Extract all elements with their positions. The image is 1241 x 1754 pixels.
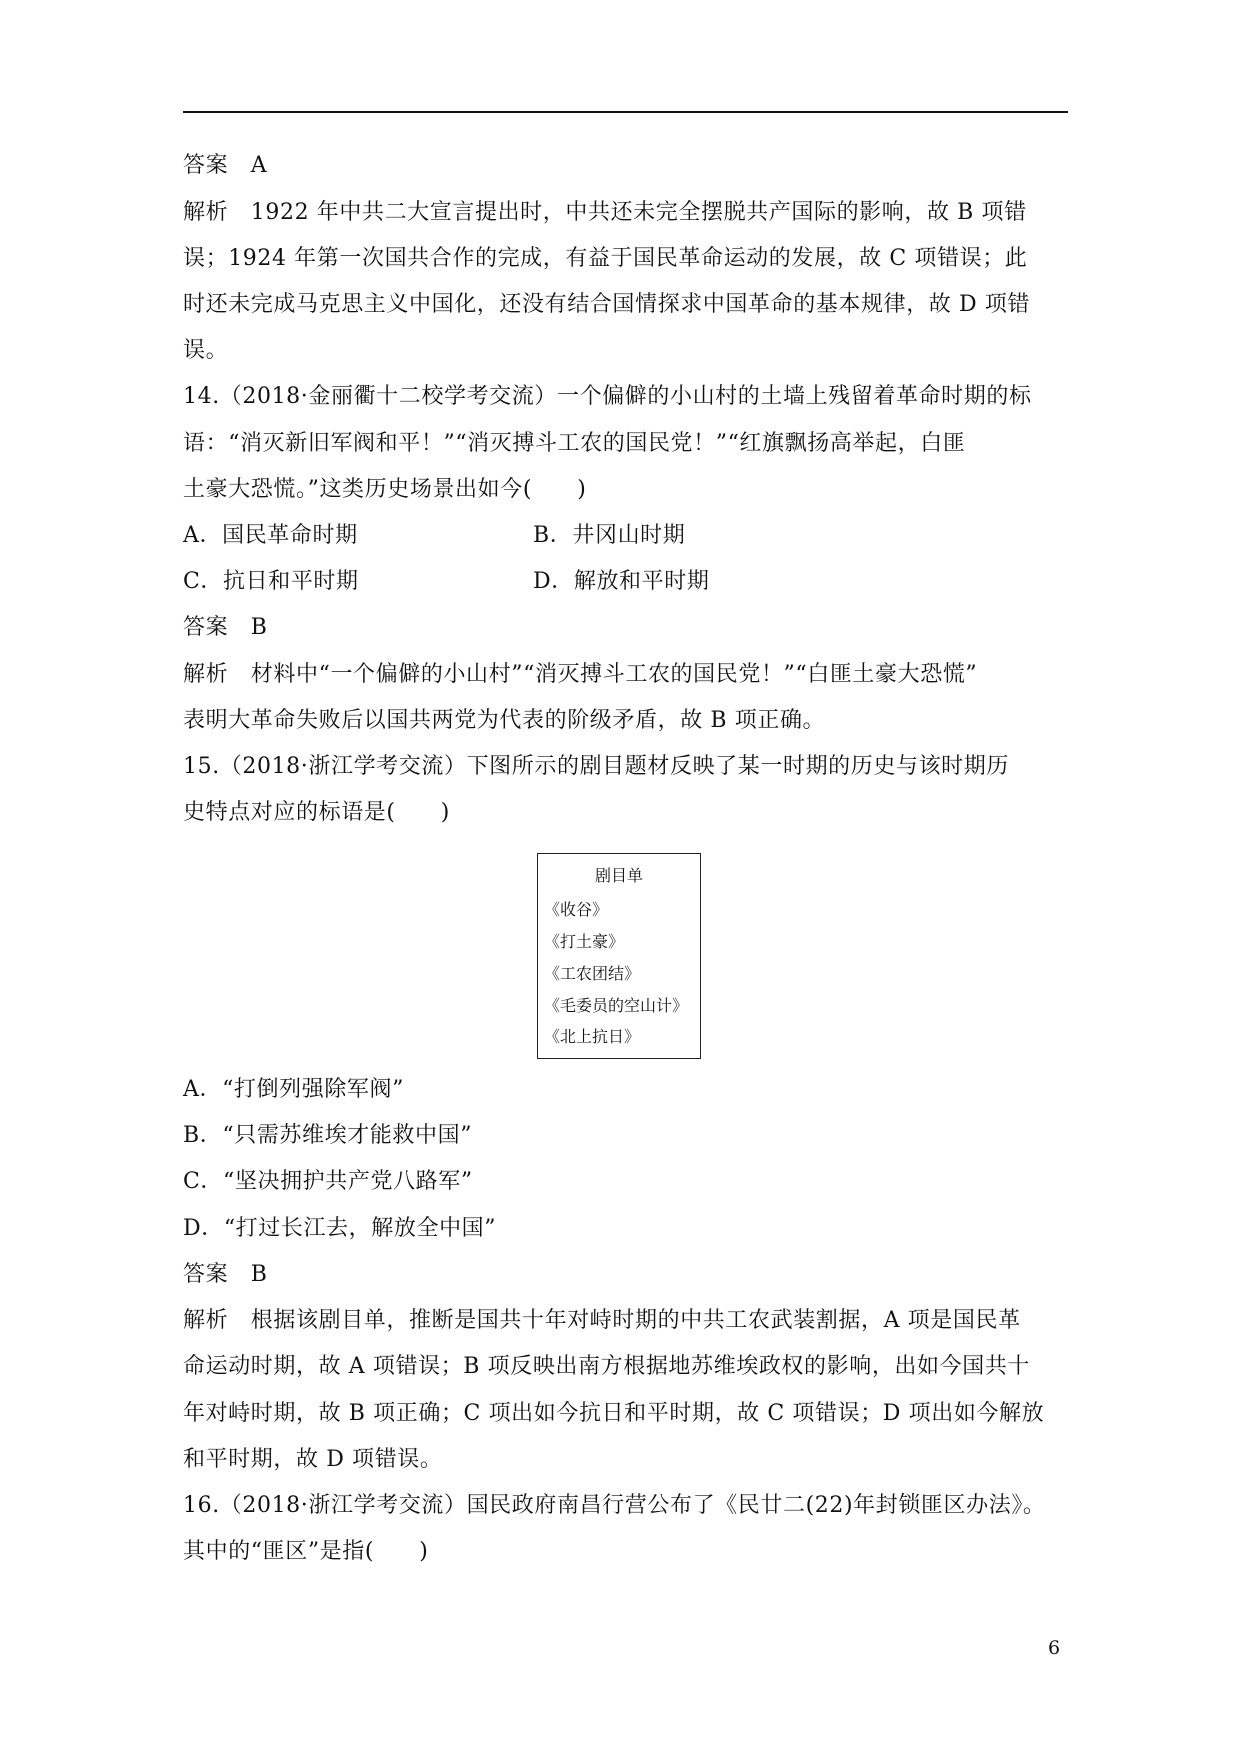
playbill-item: 《打土豪》 <box>544 932 625 951</box>
q14-option-d: D．解放和平时期 <box>533 569 710 594</box>
q15-explanation-line-1: 解析 根据该剧目单，推断是国共十年对峙时期的中共工农武装割据，A 项是国民革 <box>183 1308 1021 1333</box>
q14-stem-line-1: 14.（2018·金丽衢十二校学考交流）一个偏僻的小山村的土墙上残留着革命时期的标 <box>183 384 1032 409</box>
q15-option-b: B．“只需苏维埃才能救中国” <box>183 1123 473 1148</box>
q15-answer: 答案 B <box>183 1262 268 1287</box>
q16-stem-line-1: 16.（2018·浙江学考交流）国民政府南昌行营公布了《民廿二(22)年封锁匪区办法》。 <box>183 1493 1046 1518</box>
playbill-item: 《工农团结》 <box>544 964 641 983</box>
q13-explanation-line-2: 误；1924 年第一次国共合作的完成，有益于国民革命运动的发展，故 C 项错误；此 <box>183 246 1028 271</box>
q15-option-d: D．“打过长江去，解放全中国” <box>183 1216 497 1241</box>
q15-explanation-line-4: 和平时期，故 D 项错误。 <box>183 1447 443 1472</box>
q13-explanation-line-1: 解析 1922 年中共二大宣言提出时，中共还未完全摆脱共产国际的影响，故 B 项错 <box>183 200 1027 225</box>
playbill-box <box>537 853 701 1059</box>
q14-option-c: C．抗日和平时期 <box>183 569 359 594</box>
q15-explanation-line-2: 命运动时期，故 A 项错误；B 项反映出南方根据地苏维埃政权的影响，出如今国共十 <box>183 1354 1031 1379</box>
q15-explanation-line-3: 年对峙时期，故 B 项正确；C 项出如今抗日和平时期，故 C 项错误；D 项出如今解放 <box>183 1401 1045 1426</box>
q15-option-a: A．“打倒列强除军阀” <box>183 1077 404 1102</box>
q14-option-b: B．井冈山时期 <box>533 523 686 548</box>
playbill-title: 剧目单 <box>594 866 643 885</box>
q15-option-c: C．“坚决拥护共产党八路军” <box>183 1169 473 1194</box>
playbill-item: 《北上抗日》 <box>544 1027 641 1046</box>
q14-answer: 答案 B <box>183 615 268 640</box>
q13-answer: 答案 A <box>183 153 268 178</box>
q13-explanation-line-3: 时还未完成马克思主义中国化，还没有结合国情探求中国革命的基本规律，故 D 项错 <box>183 292 1031 317</box>
playbill-item: 《收谷》 <box>544 900 609 919</box>
q13-explanation-line-4: 误。 <box>183 338 229 363</box>
q14-stem-line-2: 语：“消灭新旧军阀和平！”“消灭搏斗工农的国民党！”“红旗飘扬高举起，白匪 <box>183 431 966 456</box>
q16-stem-line-2: 其中的“匪区”是指( ) <box>183 1539 429 1564</box>
header-rule <box>183 111 1068 113</box>
q14-explanation-line-1: 解析 材料中“一个偏僻的小山村”“消灭搏斗工农的国民党！”“白匪土豪大恐慌” <box>183 662 978 687</box>
q15-stem-line-2: 史特点对应的标语是( ) <box>183 800 450 825</box>
q15-stem-line-1: 15.（2018·浙江学考交流）下图所示的剧目题材反映了某一时期的历史与该时期历 <box>183 754 1009 779</box>
playbill-item: 《毛委员的空山计》 <box>544 996 689 1015</box>
q14-stem-line-3: 土豪大恐慌。”这类历史场景出如今( ) <box>183 477 587 502</box>
q14-option-a: A．国民革命时期 <box>183 523 358 548</box>
page-number: 6 <box>1048 1637 1061 1659</box>
q14-explanation-line-2: 表明大革命失败后以国共两党为代表的阶级矛盾，故 B 项正确。 <box>183 708 826 733</box>
